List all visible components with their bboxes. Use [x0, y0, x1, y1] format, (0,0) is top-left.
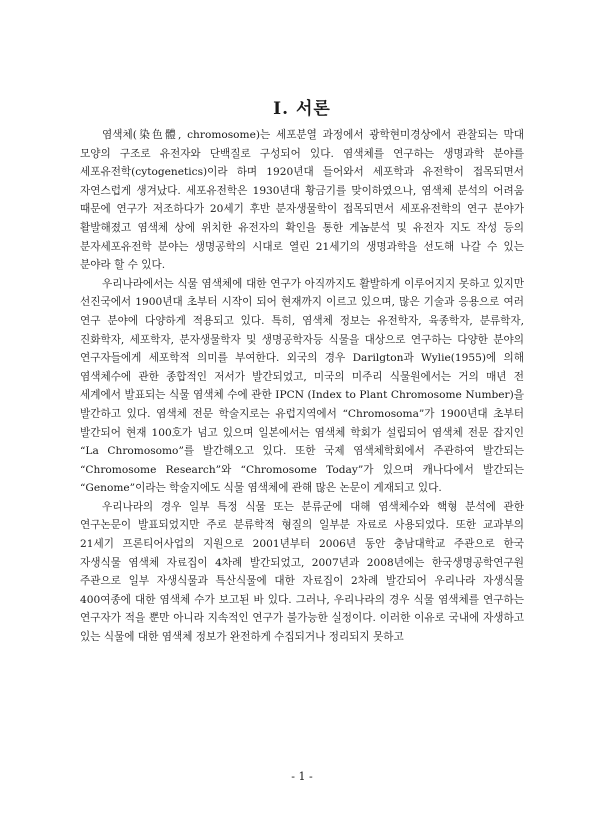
- paragraph-korea-status: 우리나라의 경우 일부 특정 식물 또는 분류군에 대해 염색체수와 핵형 분석에 관한 연구논문이 발표되었지만 주로 분류학적 형질의 일부분 자료로 사용되었다. 또한 교과부의 21세기 프론티어사업의 지원으로 2001년부터 2006년 동안 충남대학교 주관으로 한국 자생식물 염색체 자료집이 4차례 발간되었고, 2007년과 2008년에는 한국생명공학연구원 주관으로 일부 자생식물과 특산식물에 대한 자료집이 2차례 발간되어 우리나라 자생식물 400여종에 대한 염색체 수가 보고된 바 있다. 그러나, 우리나라의 경우 식물 염색체를 연구하는 연구자가 적을 뿐만 아니라 지속적인 연구가 불가능한 실정이다. 이러한 이유로 국내에 자생하고 있는 식물에 대한 염색체 정보가 완전하게 수집되거나 정리되지 못하고: [80, 500, 524, 644]
- page-number: - 1 -: [291, 770, 313, 783]
- paragraph-domestic-research: 우리나라에서는 식물 염색체에 대한 연구가 아직까지도 활발하게 이루어지지 못하고 있지만 선진국에서 1900년대 초부터 시작이 되어 현재까지 이르고 있으며, 많은 기술과 응용으로 여러 연구 분야에 다양하게 적용되고 있다. 특히, 염색체 정보는 유전학자, 육종학자, 분류학자, 진화학자, 세포학자, 분자생물학자 및 생명공학자등 식물을 대상으로 연구하는 다양한 분야의 연구자들에게 세포학적 의미를 부여한다. 외국의 경우 Darilgton과 Wylie(1955)에 의해 염색체수에 관한 종합적인 저서가 발간되었고, 미국의 미주리 식물원에서는 거의 매년 전 세계에서 발표되는 식물 염색체 수에 관한 IPCN (Index to Plant Chromosome Number)을 발간하고 있다. 염색체 전문 학술지로는 유럽지역에서 “Chromosoma”가 1900년대 초부터 발간되어 현재 100호가 넘고 있으며 일본에서는 염색체 학회가 설립되어 염색체 전문 잡지인 “La Chromosomo”를 발간해오고 있다. 또한 국제 염색체학회에서 주관하여 발간되는 “Chromosome Research”와 “Chromosome Today”가 있으며 캐나다에서 발간되는 “Genome”이라는 학술지에도 식물 염색체에 관해 많은 논문이 게재되고 있다.: [80, 277, 524, 495]
- document-page: [80, 0, 524, 830]
- section-title: Ⅰ. 서론: [273, 99, 331, 119]
- body-text: [80, 126, 524, 647]
- paragraph-intro-chromosome: 염색체(染色體, chromosome)는 세포분열 과정에서 광학현미경상에서 관찰되는 막대 모양의 구조로 유전자와 단백질로 구성되어 있다. 염색체를 연구하는 생명과학 분야를 세포유전학(cytogenetics)이라 하며 1920년대 들어와서 세포학과 유전학이 접목되면서 자연스럽게 생겨났다. 세포유전학은 1930년대 황금기를 맞이하였으나, 염색체 분석의 어려움 때문에 연구가 저조하다가 20세기 후반 분자생물학이 접목되면서 세포유전학의 연구 분야가 활발해졌고 염색체 상에 위치한 유전자의 확인을 통한 게놈분석 및 유전자 지도 작성 등의 분자세포유전학 분야는 생명공학의 시대로 열린 21세기의 생명과학을 선도해 나갈 수 있는 분야라 할 수 있다.: [80, 129, 524, 272]
